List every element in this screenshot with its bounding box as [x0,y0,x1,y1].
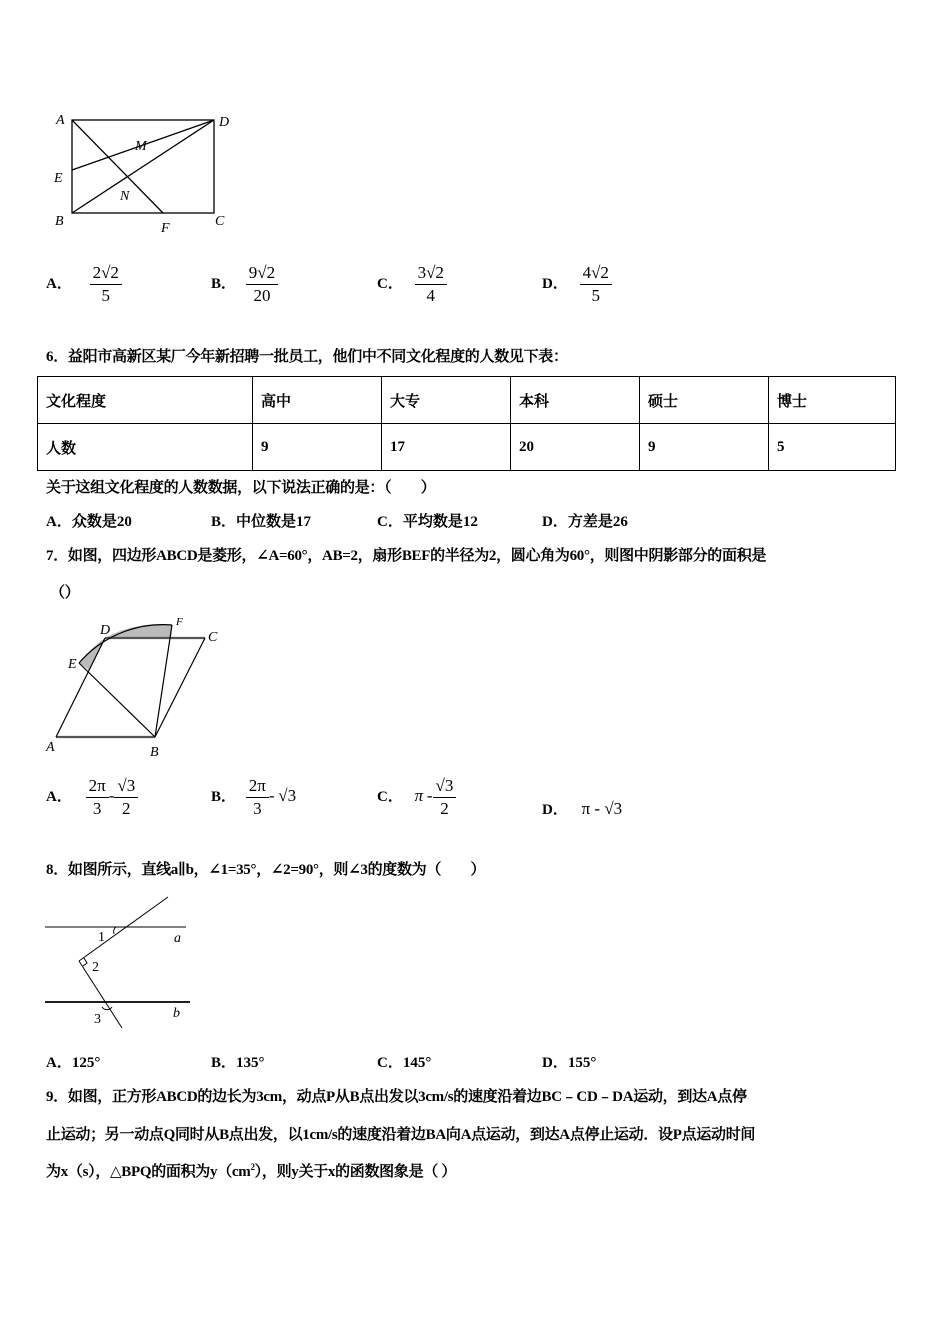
label-b: B [150,745,159,760]
education-table [37,376,896,471]
label-angle-3: 3 [94,1012,101,1027]
table-cell: 5 [769,424,896,471]
label-b: B [55,214,64,229]
table-cell: 9 [640,424,769,471]
q7-option-d[interactable]: D． π - √3 [542,799,623,818]
q7-option-b[interactable]: B． $\frac{2\pi}{3}$ - √3 [211,776,297,818]
q5-rectangle-figure [40,100,240,240]
transversal-upper [79,897,168,961]
label-angle-2: 2 [92,960,99,975]
q5-option-c[interactable]: C． $\frac{3√2}{4}$ [377,262,447,307]
table-cell: 17 [382,424,511,471]
q8-option-b[interactable]: B．135° [211,1055,265,1071]
label-e: E [68,657,77,672]
q9-stem-line-3 [46,1160,456,1181]
superscript: 2 [250,1162,255,1172]
label-d: D [219,115,230,130]
label-e: E [54,171,63,186]
table-cell: 20 [511,424,640,471]
table-cell: 大专 [382,377,511,424]
q8-option-d[interactable]: D．155° [542,1055,597,1071]
q6-option-d[interactable]: D．方差是26 [542,514,628,530]
q9-text: 为x（s），△BPQ的面积为y（cm [46,1164,251,1180]
table-cell: 硕士 [640,377,769,424]
q8-option-a[interactable]: A．125° [46,1055,101,1071]
angle-1-arc [114,927,116,934]
label-f: F [176,616,183,628]
radius-be [79,663,155,737]
table-cell: 本科 [511,377,640,424]
q5-option-b[interactable]: B． $\frac{9√2}{20}$ [211,262,278,307]
label-n: N [120,189,130,204]
table-cell: 人数 [38,424,253,471]
q6-stem: 6．益阳市高新区某厂今年新招聘一批员工，他们中不同文化程度的人数见下表： [46,349,568,365]
label-m: M [135,139,147,154]
segment-af [72,120,163,213]
q8-stem: 8．如图所示，直线a∥b，∠1=35°，∠2=90°，则∠3的度数为（ ） [46,862,486,878]
table-row [38,424,896,471]
label-c: C [208,630,218,645]
q7-rhombus-figure [40,610,260,765]
q9-stem-line-1: 9．如图，正方形ABCD的边长为3cm，动点P从B点出发以3cm/s的速度沿着边BC﹣CD﹣DA运动，到达A点停 [46,1089,747,1105]
q8-option-c[interactable]: C．145° [377,1055,432,1071]
q6-question: 关于这组文化程度的人数数据，以下说法正确的是：（ ） [46,480,436,496]
q7-option-c[interactable]: C． π - $\frac{√3}{2}$ [377,775,456,820]
q9-stem-line-2: 止运动；另一动点Q同时从B点出发，以1cm/s的速度沿着边BA向A点运动，到达A点停止运动．设P点运动时间 [46,1127,756,1143]
label-c: C [215,214,225,229]
table-cell: 高中 [253,377,382,424]
q8-parallel-lines-figure [40,890,200,1035]
q7-answer-bracket: （） [50,585,80,601]
label-f: F [161,221,170,236]
table-cell: 9 [253,424,382,471]
table-cell: 文化程度 [38,377,253,424]
label-a: a [174,931,181,946]
q7-option-a[interactable]: A． $\frac{2\pi}{3}$ - $\frac{√3}{2}$ [46,775,138,820]
table-cell: 博士 [769,377,896,424]
q6-option-c[interactable]: C．平均数是12 [377,514,478,530]
label-d: D [100,623,111,638]
label-a: A [56,113,65,128]
q5-option-d[interactable]: D． $\frac{4√2}{5}$ [542,262,612,307]
q9-text: ），则y关于x的函数图象是（ ） [254,1164,457,1180]
q6-option-a[interactable]: A．众数是20 [46,514,132,530]
q7-stem: 7．如图，四边形ABCD是菱形，∠A=60°，AB=2，扇形BEF的半径为2，圆心角为60°，则图中阴影部分的面积是 [46,548,767,564]
segment-bd [72,120,214,213]
label-b: b [173,1006,180,1021]
q5-option-a[interactable]: A． $\frac{2√2}{5}$ [46,262,122,307]
q6-option-b[interactable]: B．中位数是17 [211,514,312,530]
label-angle-1: 1 [98,930,105,945]
table-header-row [38,377,896,424]
side-ad [56,638,105,737]
right-angle-mark [83,958,87,966]
label-a: A [46,740,55,755]
